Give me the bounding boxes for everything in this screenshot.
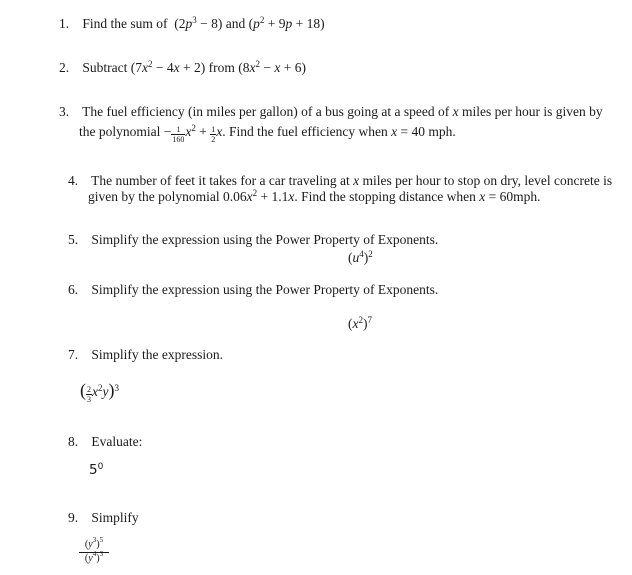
question-1: 1. Find the sum of $(2p^3 - 8)$ and $(p^2 + 9p + 18)$ — [59, 14, 325, 34]
math-expression: $(8x^2 - x + 6)$ — [238, 59, 306, 75]
question-text: Subtract — [82, 60, 128, 75]
question-6 — [68, 280, 438, 300]
question-text: . Find the fuel efficiency when — [222, 124, 388, 139]
question-8 — [68, 432, 142, 452]
question-5 — [68, 230, 438, 250]
question-text: miles per hour to stop on dry, level concrete is — [362, 173, 613, 188]
question-text: miles per hour is given by — [462, 104, 603, 119]
math-expression: $(u^4)^2$ — [348, 249, 373, 265]
math-expression: − $\frac{1}{160}$ $x^2$ + $\frac{1}{2}$ x — [163, 123, 223, 144]
question-text: The number of feet it takes for a car traveling at — [91, 173, 350, 188]
question-3 — [59, 102, 603, 122]
question-text: Find the sum of — [82, 16, 168, 31]
question-2: 2. Subtract $(7x^2 - 4x + 2)$ from $(8x^2 - x + 6)$ — [59, 58, 306, 78]
math-expression: $(x^2)^7$ — [348, 315, 372, 331]
variable: x — [391, 124, 398, 139]
question-number: 1. — [59, 16, 70, 31]
question-number: 9. — [68, 510, 79, 525]
question-number: 5. — [68, 232, 79, 247]
math-expression: ( $\frac{2}{3}$ $x^2y)^3$ — [80, 380, 119, 404]
variable: x — [479, 189, 486, 204]
question-text: Simplify — [91, 510, 139, 525]
question-text: the polynomial — [79, 124, 161, 139]
math-expression: $(p^2 + 9p + 18)$ — [248, 15, 325, 31]
question-number: 2. — [59, 60, 70, 75]
question-text: Evaluate: — [91, 434, 143, 449]
question-text: . Find the stopping distance when — [294, 189, 476, 204]
question-7 — [68, 345, 223, 365]
question-4-line-2: given by the polynomial $0.06x^2 + 1.1x$. Find the stopping distance when x = 60mph. — [88, 188, 541, 204]
question-text: Simplify the expression. — [91, 347, 223, 362]
question-text: given by the polynomial 0.06 — [88, 189, 247, 204]
question-number: 3. — [59, 104, 70, 119]
question-number: 7. — [68, 347, 79, 362]
math-expression: $(y^3)^5$ $(y^4)^3$ — [79, 539, 109, 565]
question-9 — [68, 508, 139, 528]
variable: x — [452, 104, 459, 119]
question-number: 8. — [68, 434, 79, 449]
question-3-line-2 — [79, 122, 456, 144]
math-expression: $(7x^2 - 4x + 2)$ — [130, 59, 206, 75]
question-text: Simplify the expression using the Power Property of Exponents. — [91, 232, 439, 247]
question-text: The fuel efficiency (in miles per gallon) of a bus going at a speed of — [82, 104, 450, 119]
question-number: 4. — [68, 173, 79, 188]
question-text: = 40 mph. — [400, 124, 456, 139]
math-expression: $5^0$ — [89, 462, 104, 478]
math-expression: $(2p^3 - 8)$ — [170, 15, 223, 31]
question-text: + 1.1 — [260, 189, 289, 204]
variable: x — [353, 173, 360, 188]
question-text: = 60mph. — [488, 189, 541, 204]
question-text: Simplify the expression using the Power Property of Exponents. — [91, 282, 439, 297]
question-number: 6. — [68, 282, 79, 297]
